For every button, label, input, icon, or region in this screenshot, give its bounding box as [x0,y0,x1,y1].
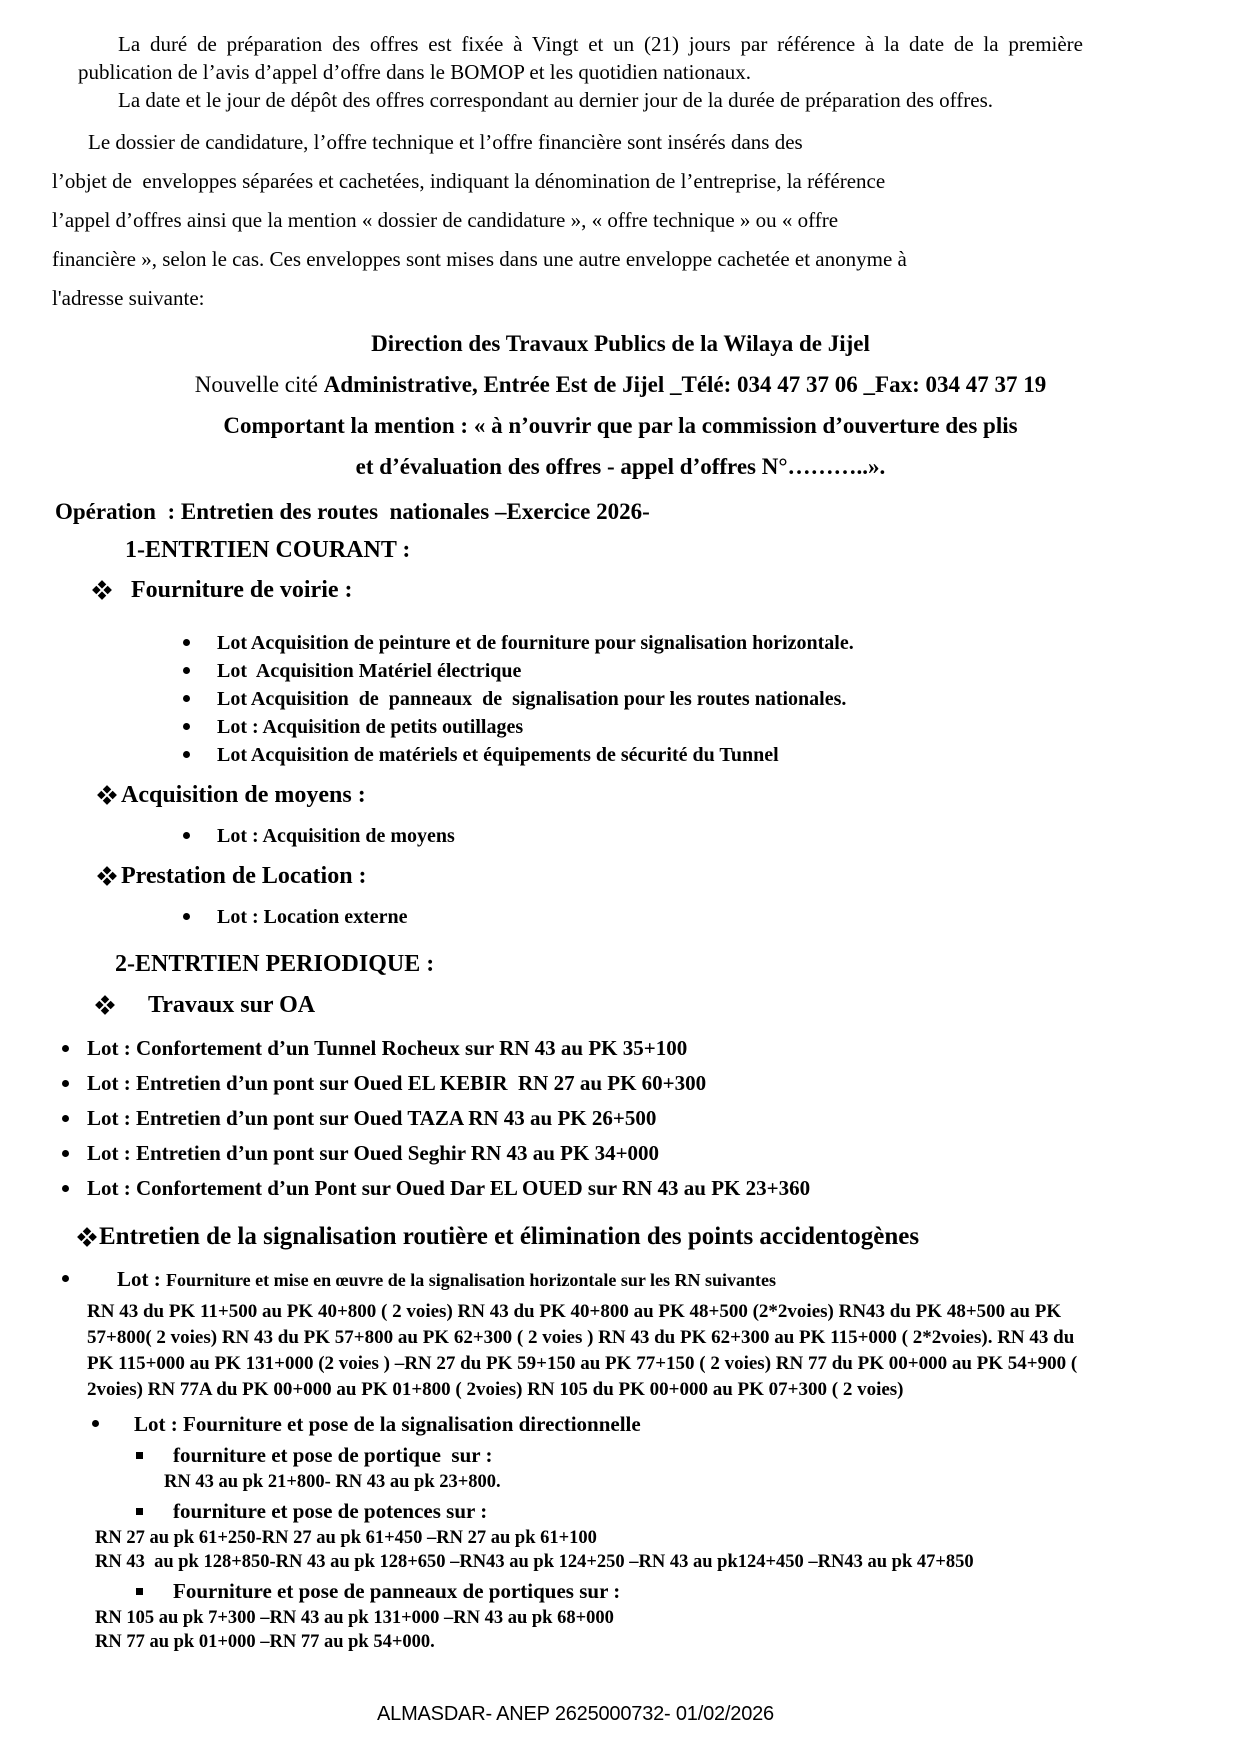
intro-paragraph-3-line: l'adresse suivante: [52,286,205,310]
intro-paragraph-3-line: l’objet de enveloppes séparées et cachetées, indiquant la dénomination de l’entreprise, la référence [52,169,886,193]
rn-line: RN 27 au pk 61+250-RN 27 au pk 61+450 –RN 27 au pk 61+100 [95,1527,597,1548]
heading-label: Entretien de la signalisation routière et élimination des points accidentogènes [99,1223,920,1250]
intro-paragraph-2: La date et le jour de dépôt des offres correspondant au dernier jour de la durée de préparation des offres. [118,88,994,112]
diamond-bullet-icon [97,785,117,805]
heading-entretien-signalisation [80,1218,1241,1256]
list-item-label: Lot Acquisition de panneaux de signalisation pour les routes nationales. [217,688,847,710]
list-item [183,822,1241,850]
diamond-bullet-icon [97,866,117,886]
rn-line: RN 43 du PK 11+500 au PK 40+800 ( 2 voies) RN 43 du PK 40+800 au PK 48+500 (2*2voies) RN43 du PK 48+500 au PK [87,1301,1062,1322]
round-bullet-icon [92,1420,99,1427]
address-location-bold: Administrative, Entrée Est de Jijel _Télé: 034 47 37 06 _Fax: 034 47 37 19 [323,372,1047,397]
list-item [62,1031,1241,1066]
oa-list [0,1031,1241,1206]
list-item-label: Lot : Entretien d’un pont sur Oued EL KEBIR RN 27 au PK 60+300 [87,1071,707,1095]
rn-line: RN 43 au pk 128+850-RN 43 au pk 128+650 –RN43 au pk 124+250 –RN 43 au pk124+450 –RN43 au pk 47+850 [95,1552,974,1572]
rn-line: RN 43 au pk 21+800- RN 43 au pk 23+800. [164,1472,501,1492]
round-bullet-icon [183,695,190,702]
lot-description: Fourniture et mise en œuvre de la signalisation horizontale sur les RN suivantes [166,1270,777,1290]
diamond-bullet-icon [92,580,112,600]
intro-paragraph-3 [52,123,1181,318]
address-location-line [0,364,1241,405]
list-item [62,1101,1241,1136]
list-item-label: Lot : Acquisition de moyens [217,825,455,847]
sub-item-label: fourniture et pose de potences sur : [173,1498,488,1523]
list-item [62,1171,1241,1206]
rn-line: 2voies) RN 77A du PK 00+000 au PK 01+800 ( 2voies) RN 105 du PK 00+000 au PK 07+300 ( 2 voies) [87,1379,904,1400]
square-bullet-icon [136,1588,143,1595]
list-item [183,657,1241,685]
round-bullet-icon [62,1150,69,1157]
list-item [62,1136,1241,1171]
lot-label [117,1264,776,1297]
list-item-label: Lot : Confortement d’un Pont sur Oued Dar EL OUED sur RN 43 au PK 23+360 [87,1176,811,1200]
round-bullet-icon [62,1185,69,1192]
diamond-bullet-icon [95,995,115,1015]
lot-prefix: Lot : [117,1267,166,1291]
lot-label: Lot : Fourniture et pose de la signalisation directionnelle [134,1412,641,1436]
sub-item-label: Fourniture et pose de panneaux de portiques sur : [173,1578,621,1603]
list-item-label: Lot Acquisition de peinture et de fourniture pour signalisation horizontale. [217,632,854,654]
round-bullet-icon [183,723,190,730]
section1-title: 1-ENTRTIEN COURANT : [125,537,411,563]
heading-label: Travaux sur OA [148,992,316,1018]
lot-signalisation-directionnelle [92,1409,1241,1439]
address-title: Direction des Travaux Publics de la Wilaya de Jijel [371,331,870,356]
list-item [62,1066,1241,1101]
intro-paragraph-3-line: financière », selon le cas. Ces enveloppes sont mises dans une autre enveloppe cachetée et anonyme à [52,247,907,271]
list-item-label: Lot : Acquisition de petits outillages [217,716,524,738]
heading-label: Prestation de Location : [121,863,367,889]
round-bullet-icon [62,1045,69,1052]
heading-label: Acquisition de moyens : [121,782,366,808]
heading-fourniture-voirie [95,573,1241,607]
round-bullet-icon [183,913,190,920]
list-item [183,903,1241,931]
list-item-label: Lot Acquisition de matériels et équipements de sécurité du Tunnel [217,744,779,766]
heading-label: Fourniture de voirie : [131,577,353,603]
sub-item-label: fourniture et pose de portique sur : [173,1443,493,1467]
round-bullet-icon [183,639,190,646]
list-item [183,629,1241,657]
list-item-label: Lot : Location externe [217,906,408,928]
diamond-bullet-icon [77,1227,97,1247]
section2-title: 2-ENTRTIEN PERIODIQUE : [115,951,435,977]
sub-item-potences [136,1497,1241,1526]
list-item [183,741,1241,769]
rn-horizontale-paragraph [87,1299,1211,1403]
rn-line: RN 105 au pk 7+300 –RN 43 au pk 131+000 –RN 43 au pk 68+000 [95,1607,614,1628]
heading-acquisition-moyens [100,777,1241,813]
list-item [183,713,1241,741]
round-bullet-icon [62,1275,69,1282]
round-bullet-icon [62,1115,69,1122]
list-item-label: Lot : Entretien d’un pont sur Oued TAZA RN 43 au PK 26+500 [87,1106,657,1130]
round-bullet-icon [183,751,190,758]
list-item [183,685,1241,713]
round-bullet-icon [62,1080,69,1087]
round-bullet-icon [183,832,190,839]
rn-potences-lines [95,1526,1241,1575]
list-item-label: Lot : Confortement d’un Tunnel Rocheux sur RN 43 au PK 35+100 [87,1036,688,1060]
intro-paragraph-3-line: l’appel d’offres ainsi que la mention « dossier de candidature », « offre technique » ou « offre [52,208,839,232]
heading-prestation-location [100,858,1241,894]
sub-item-portique [136,1441,1241,1470]
address-location-prefix: Nouvelle cité [194,372,324,397]
rn-panneaux-lines [95,1606,1241,1655]
square-bullet-icon [136,1508,143,1515]
address-mention-line: Comportant la mention : « à n’ouvrir que par la commission d’ouverture des plis [223,413,1018,438]
voirie-list [0,629,1241,769]
address-mention-line2: et d’évaluation des offres - appel d’offres N°………..». [355,454,886,479]
square-bullet-icon [136,1452,143,1459]
address-block [0,323,1241,487]
footer-note: ALMASDAR- ANEP 2625000732- 01/02/2026 [377,1703,774,1725]
sub-item-panneaux-portiques [136,1577,1241,1606]
rn-line: RN 77 au pk 01+000 –RN 77 au pk 54+000. [95,1632,435,1652]
list-item-label: Lot Acquisition Matériel électrique [217,660,522,682]
rn-line: PK 115+000 au PK 131+000 (2 voies ) –RN 27 du PK 59+150 au PK 77+150 ( 2 voies) RN 77 du PK 00+000 au PK 54+900 ( [87,1353,1078,1374]
round-bullet-icon [183,667,190,674]
intro-paragraph-1: La duré de préparation des offres est fixée à Vingt et un (21) jours par référence à la date de la première publication de l’avis d’appel d’offre dans le BOMOP et les quotidien nationaux. [78,32,1083,84]
list-item-label: Lot : Entretien d’un pont sur Oued Seghir RN 43 au PK 34+000 [87,1141,660,1165]
lot-signalisation-horizontale [62,1264,1241,1297]
intro-paragraph-3-line: Le dossier de candidature, l’offre technique et l’offre financière sont insérés dans des [88,130,803,154]
operation-title: Opération : Entretien des routes nationales –Exercice 2026- [55,499,650,524]
rn-portique-lines [164,1470,1241,1495]
rn-line: 57+800( 2 voies) RN 43 du PK 57+800 au PK 62+300 ( 2 voies ) RN 43 du PK 62+300 au PK 115+000 ( 2*2voies). RN 43 du [87,1327,1075,1348]
heading-travaux-oa [98,987,1241,1023]
